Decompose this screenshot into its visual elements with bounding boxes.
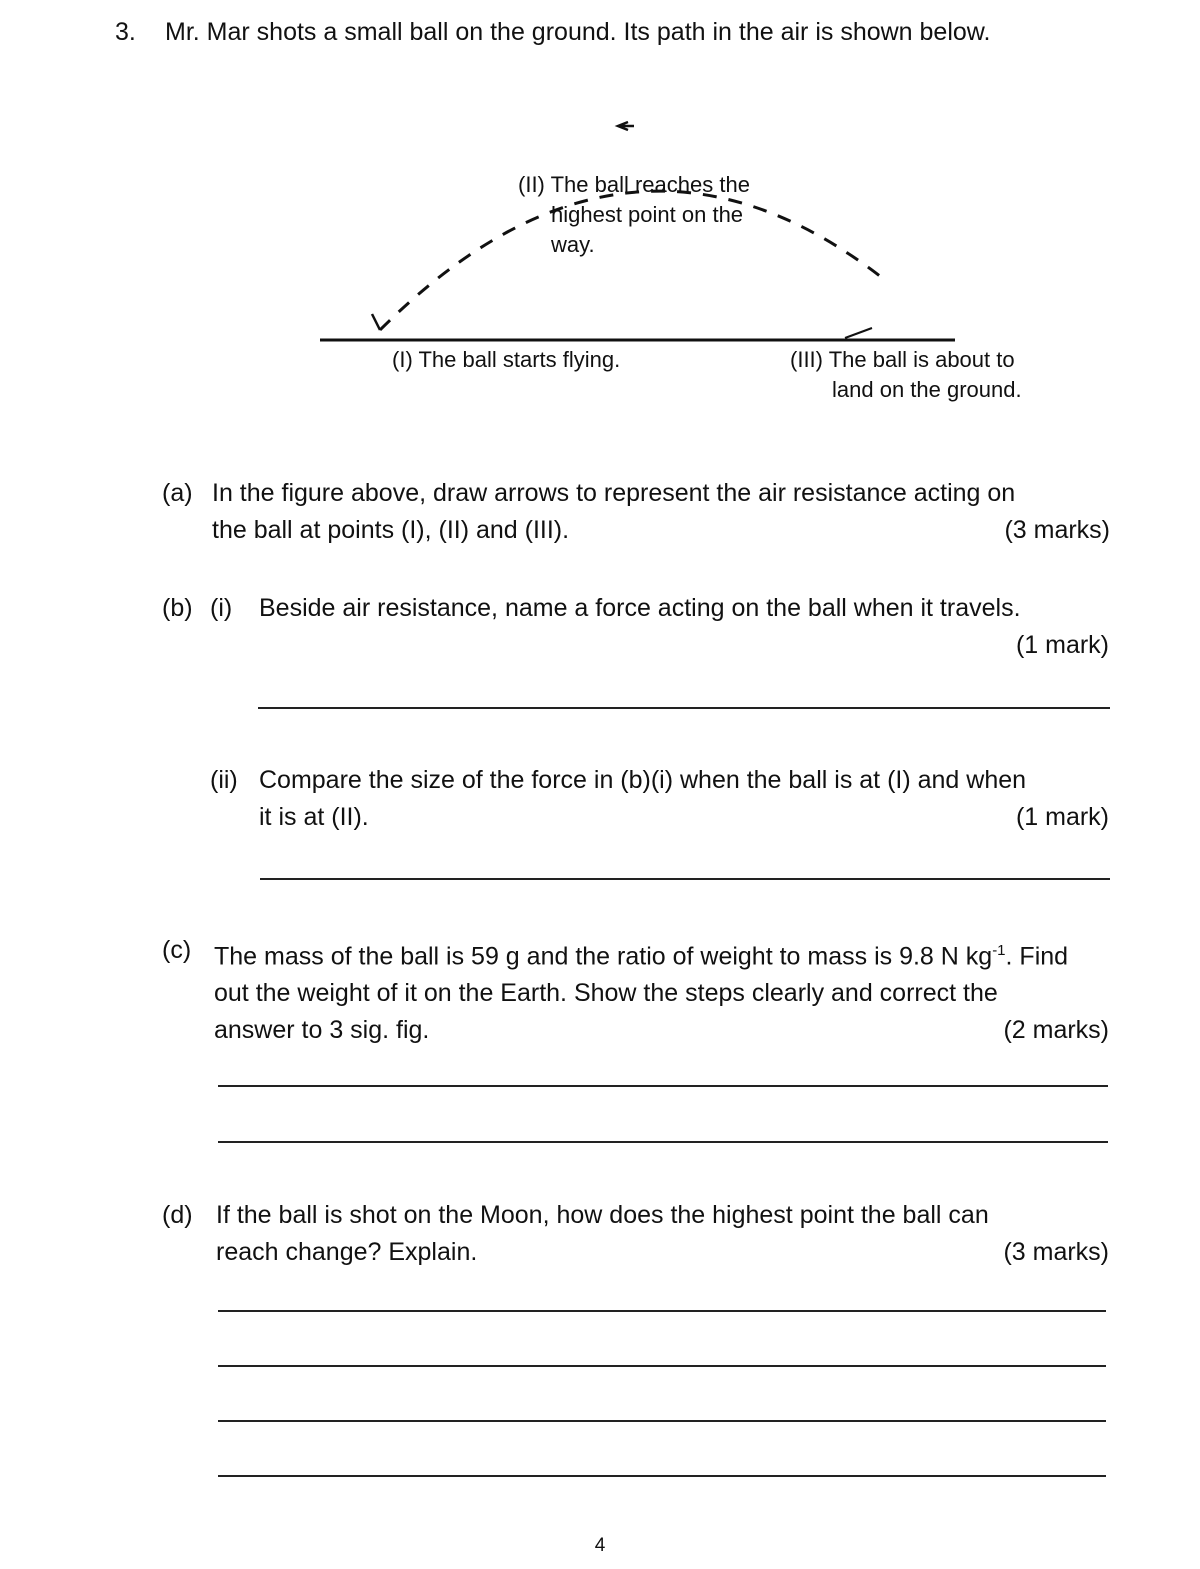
question-number: 3.: [115, 18, 136, 46]
part-b-ii-line-2: it is at (II). (1 mark): [259, 799, 1109, 836]
part-b-i-marks: (1 mark): [1015, 631, 1109, 659]
answer-line-c-1[interactable]: [218, 1085, 1108, 1087]
part-a-label: (a): [162, 479, 193, 507]
part-c-line-1: The mass of the ball is 59 g and the ratio of weight to mass is 9.8 N $kg^{-1}$. Find: [214, 942, 1069, 971]
trajectory-figure: [300, 100, 1022, 420]
part-a-line-2: the ball at points (I), (II) and (III). (3 marks): [212, 512, 1110, 549]
launch-tick: [372, 314, 380, 330]
landing-mark: [845, 328, 872, 338]
answer-line-d-4[interactable]: [218, 1475, 1106, 1477]
answer-line-b-i[interactable]: [258, 707, 1110, 709]
part-b-ii-line-1: Compare the size of the force in (b)(i) when the ball is at (I) and when: [259, 766, 1027, 794]
part-b-i-label: (i): [210, 594, 233, 622]
label-point-III: (III) The ball is about to land on the ground.: [790, 347, 1022, 402]
part-b-label: (b): [162, 594, 193, 622]
direction-arrow-icon: [618, 122, 634, 130]
part-d-line-2: reach change? Explain. (3 marks): [216, 1234, 1109, 1271]
label-point-I: (I) The ball starts flying.: [392, 347, 621, 372]
question-stem: Mr. Mar shots a small ball on the ground. Its path in the air is shown below.: [165, 18, 991, 46]
part-d-line-1: If the ball is shot on the Moon, how does the highest point the ball can: [216, 1201, 989, 1229]
answer-line-d-2[interactable]: [218, 1365, 1106, 1367]
part-b-ii-marks: (1 mark): [1015, 803, 1109, 831]
answer-line-c-2[interactable]: [218, 1141, 1108, 1143]
part-b-i-line-1: Beside air resistance, name a force acting on the ball when it travels.: [259, 594, 1021, 622]
answer-line-b-ii[interactable]: [260, 878, 1110, 880]
part-b-ii-label: (ii): [210, 766, 238, 794]
part-a-line-1: In the figure above, draw arrows to represent the air resistance acting on: [212, 479, 1016, 507]
part-d-marks: (3 marks): [1003, 1238, 1109, 1266]
part-c-label: (c): [162, 936, 192, 964]
part-a-marks: (3 marks): [1004, 516, 1110, 544]
label-point-II: (II) The ball reaches the highest point on the way.: [518, 172, 750, 257]
page-number: 4: [594, 1535, 606, 1556]
part-c-line-3: answer to 3 sig. fig. (2 marks): [214, 1012, 1109, 1049]
part-d-label: (d): [162, 1201, 193, 1229]
part-c-line-2: out the weight of it on the Earth. Show the steps clearly and correct the: [214, 979, 998, 1008]
part-c-marks: (2 marks): [1003, 1016, 1109, 1045]
answer-line-d-3[interactable]: [218, 1420, 1106, 1422]
answer-line-d-1[interactable]: [218, 1310, 1106, 1312]
